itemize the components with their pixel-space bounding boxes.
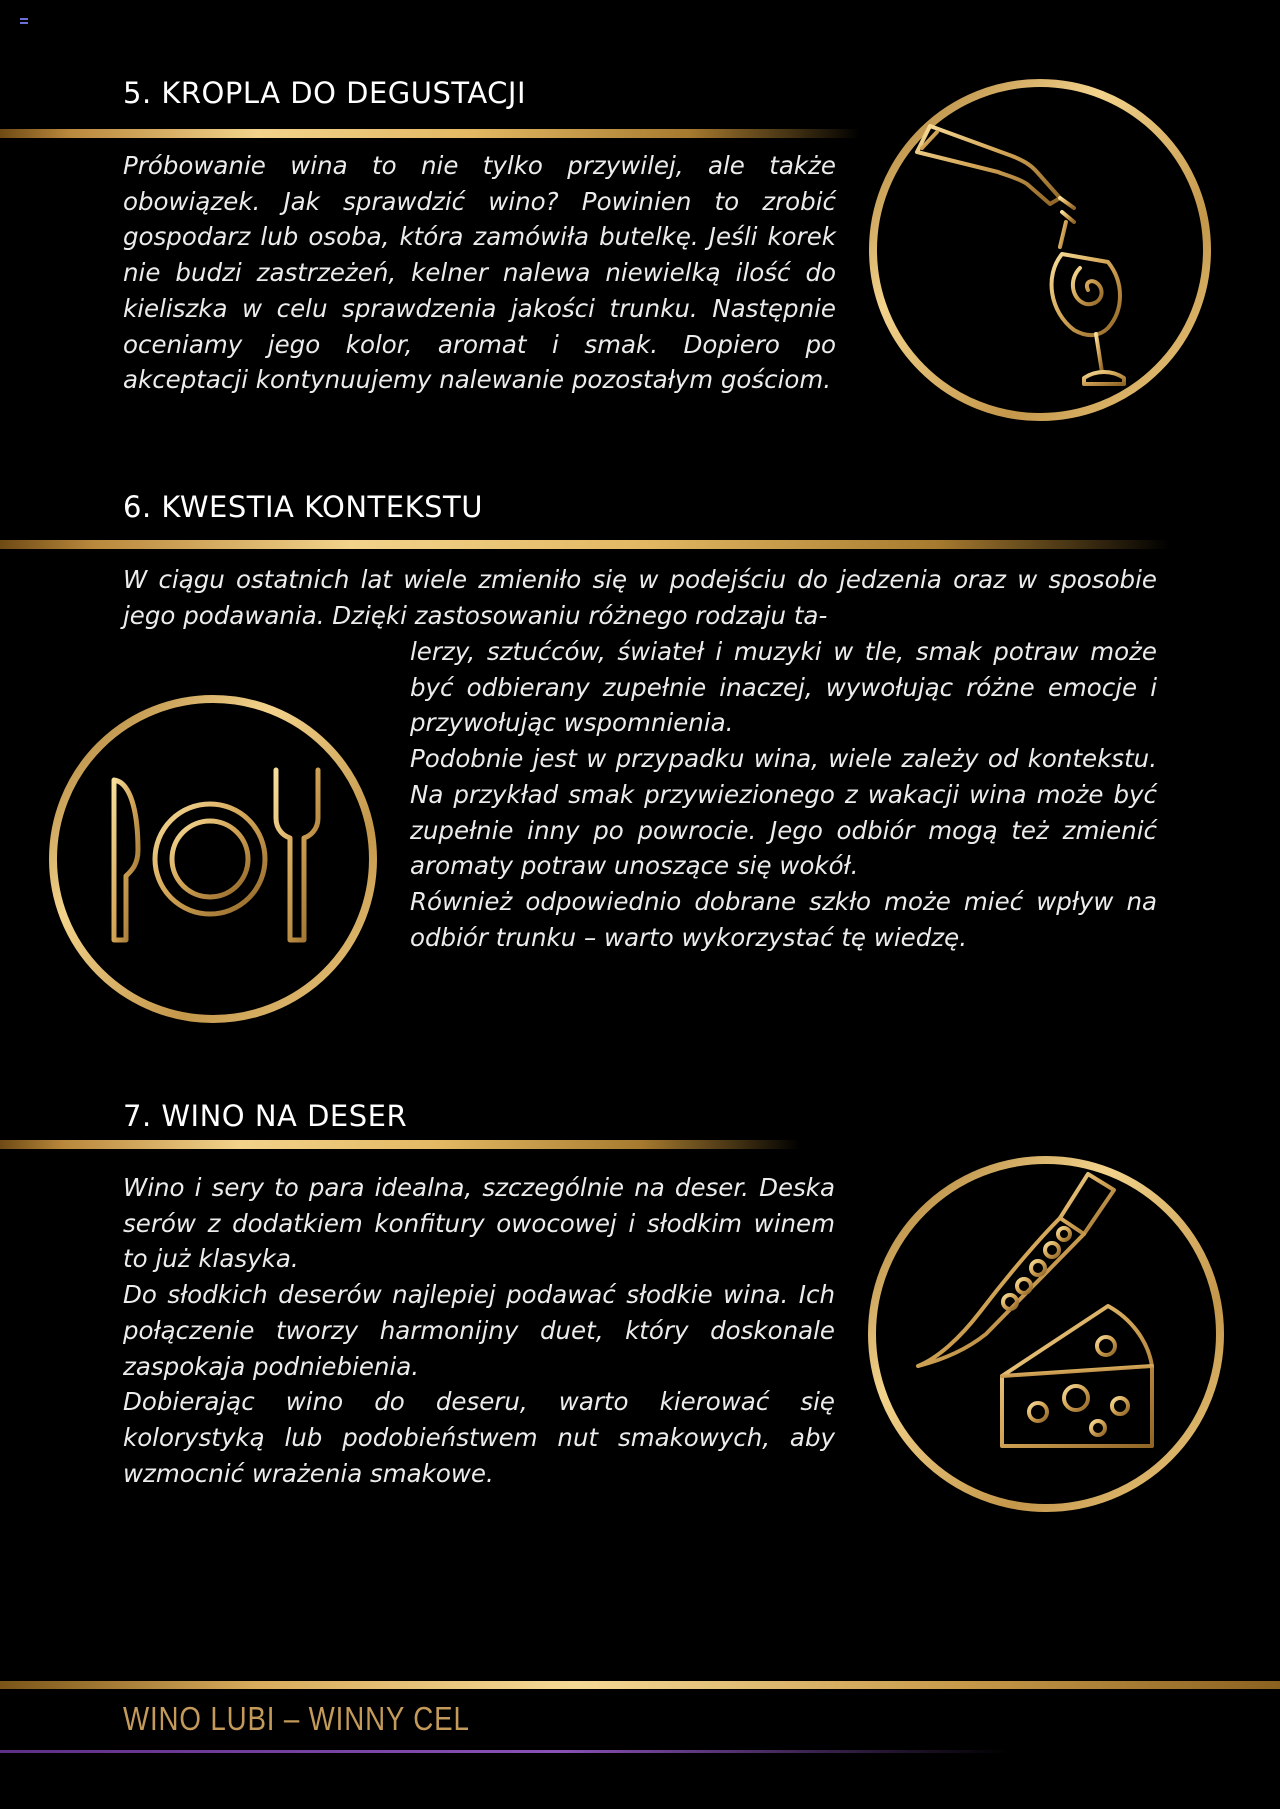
section-7-paragraph: Wino i sery to para idealna, szczególnie na deser. Deska serów z dodatkiem konfitury owocowej i słodkim winem to już klasyka. — [123, 1173, 835, 1274]
footer-title: WINO LUBI – WINNY CEL — [123, 1700, 470, 1737]
section-5-paragraph: Próbowanie wina to nie tylko przywilej, ale także obowiązek. Jak sprawdzić wino? Powinien to zrobić gospodarz lub osoba, która zamówiła butelkę. Jeśli korek nie budzi zastrzeżeń, kelner nalewa niewielką ilość do kieliszka w celu sprawdzenia jakości trunku. Następnie oceniamy jego kolor, aromat i smak. Dopiero po akceptacji kontynuujemy nalewanie pozostałym gościom. — [123, 151, 836, 395]
footer-purple-line — [0, 1750, 1010, 1753]
section-7-paragraph: Dobierając wino do deseru, warto kierować się kolorystyką lub podobieństwem nut smakowych, aby wzmocnić wrażenia smakowe. — [123, 1387, 835, 1488]
footer-gold-rule — [0, 1681, 1280, 1689]
section-6-intro — [123, 562, 1157, 633]
section-6-paragraph: lerzy, sztućców, świateł i muzyki w tle, smak potraw może być odbierany zupełnie inaczej, wywołując różne emocje i przywołując wspomnienia. — [410, 637, 1157, 738]
cheese-knife-icon — [862, 1150, 1230, 1518]
section-5-gold-rule — [0, 129, 860, 138]
section-7-heading: 7. WINO NA DESER — [123, 1099, 408, 1133]
section-6-body — [410, 634, 1157, 955]
section-5-body — [123, 148, 836, 398]
section-6-gold-rule — [0, 540, 1170, 549]
section-6-intro-paragraph: W ciągu ostatnich lat wiele zmieniło się w podejściu do jedzenia oraz w sposobie jego podawania. Dzięki zastosowaniu różnego rodzaju ta- — [123, 565, 1157, 630]
section-6-paragraph: Również odpowiednio dobrane szkło może mieć wpływ na odbiór trunku – warto wykorzystać tę wiedzę. — [410, 886, 1157, 952]
section-5-heading: 5. KROPLA DO DEGUSTACJI — [123, 76, 527, 110]
wine-bottle-pouring-into-glass-icon — [862, 72, 1218, 428]
section-7-paragraph: Do słodkich deserów najlepiej podawać słodkie wina. Ich połączenie tworzy harmonijny duet, który doskonale zaspokaja podniebienia. — [123, 1280, 835, 1381]
plate-knife-fork-icon — [44, 690, 382, 1028]
section-7-body — [123, 1170, 835, 1491]
section-6-paragraph: Podobnie jest w przypadku wina, wiele zależy od kontekstu. Na przykład smak przywiezionego z wakacji wina może być zupełnie inny po powrocie. Jego odbiór mogą też zmienić aromaty potraw unoszące się wokół. — [410, 744, 1157, 881]
section-6-heading: 6. KWESTIA KONTEKSTU — [123, 490, 483, 524]
menu-mark-icon — [20, 18, 28, 24]
section-7-gold-rule — [0, 1140, 800, 1149]
